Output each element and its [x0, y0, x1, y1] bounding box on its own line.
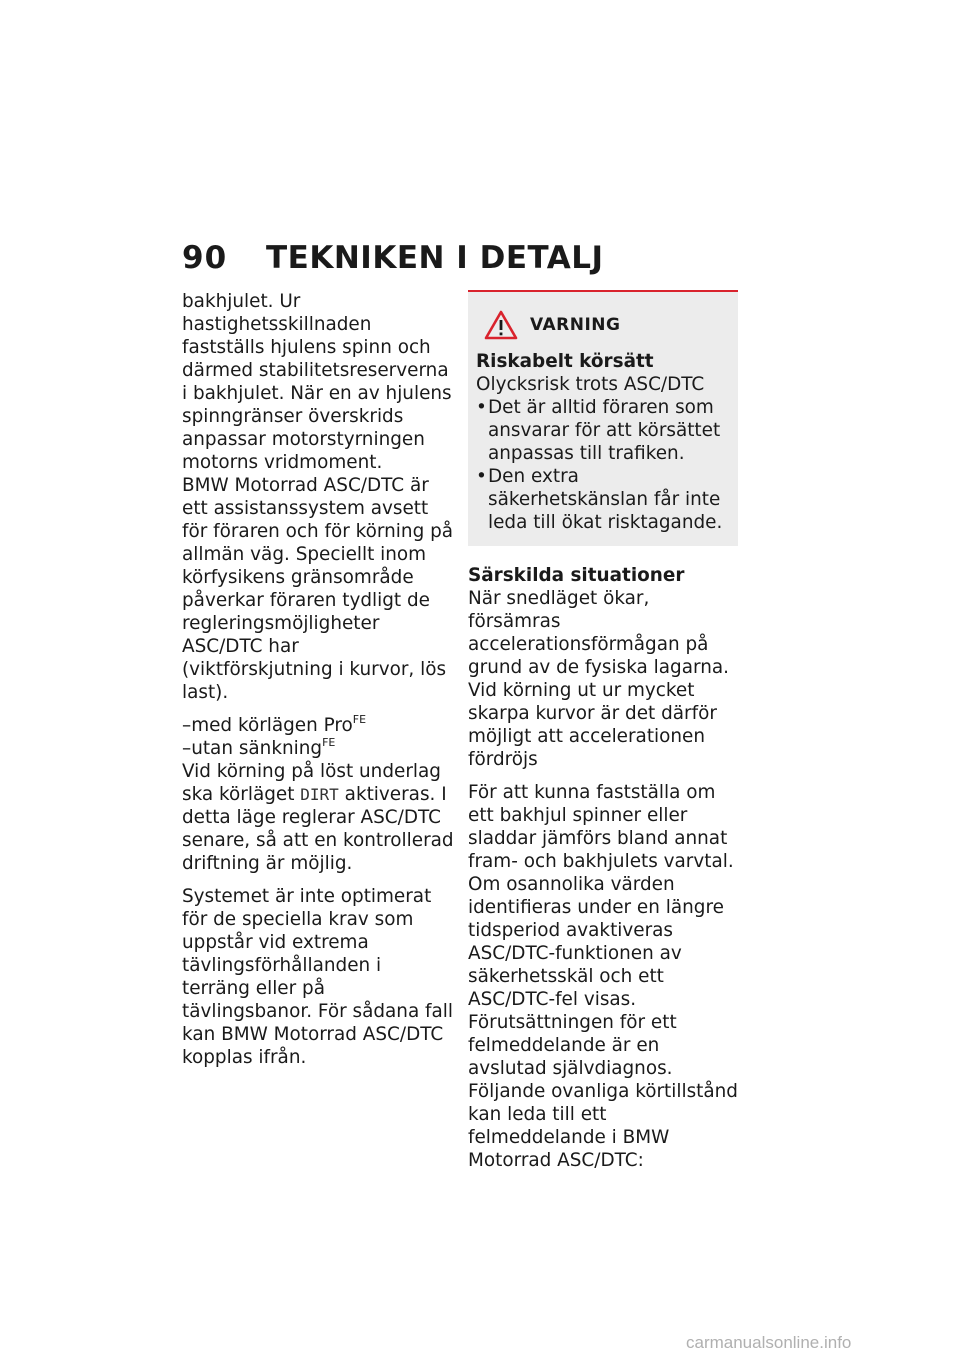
fe-marker: FE: [322, 736, 336, 749]
left-paragraph-1: bakhjulet. Ur hastighetsskillnaden fastställs hjulens spinn och därmed stabilitetsreserverna i bakhjulet. När en av hjulens spinngränser överskrids anpassar motorstyrningen motorns vridmoment.: [182, 291, 452, 473]
page-number: 90: [182, 240, 228, 276]
bullet-dot-icon: •: [476, 466, 487, 487]
left-paragraph-4: Systemet är inte optimerat för de speciella krav som uppstår vid extrema tävlingsförhållanden i terräng eller på tävlingsbanor. För sådana fall kan BMW Motorrad ASC/DTC kopplas ifrån.: [182, 886, 454, 1068]
condition-no-lowering: –utan sänkning: [182, 738, 323, 759]
warning-header: [484, 310, 728, 340]
fe-marker: FE: [352, 713, 367, 726]
dirt-mode-label: DIRT: [300, 785, 339, 804]
section-heading: Särskilda situationer: [468, 565, 685, 586]
condition-pro: –med körlägen Pro: [182, 715, 353, 736]
warning-box: [468, 290, 738, 546]
condition-list: [182, 714, 454, 760]
right-column: [468, 290, 738, 1172]
page-title: TEKNIKEN I DETALJ: [266, 240, 604, 276]
warning-label: VARNING: [530, 314, 621, 335]
warning-heading: Riskabelt körsätt: [476, 351, 654, 372]
right-paragraph-2: För att kunna fastställa om ett bakhjul spinner eller sladdar jämförs bland annat fram- och bakhjulets varvtal. Om osannolika värden identifieras under en längre tidsperiod avaktiveras ASC/DTC-funktionen av säkerhetsskäl och ett ASC/DTC-fel visas. Förutsättningen för ett felmeddelande är en avslutad självdiagnos.: [468, 782, 734, 1079]
left-paragraph-3: Vid körning på löst underlag ska körläget DIRT aktiveras. I detta läge reglerar ASC/DTC senare, så att en kontrollerad driftning är möjlig.: [182, 761, 454, 874]
right-paragraph-1: När snedläget ökar, försämras accelerationsförmågan på grund av de fysiska lagarna. Vid körning ut ur mycket skarpa kurvor är det därför möjligt att accelerationen fördröjs: [468, 588, 729, 770]
page-header: [182, 240, 604, 276]
warning-bullet: • Den extra säkerhetskänslan får inte leda till ökat risktagande.: [476, 466, 723, 533]
warning-subheading: Olycksrisk trots ASC/DTC: [476, 374, 705, 395]
watermark: carmanualsonline.info: [686, 1333, 852, 1352]
warning-bullet: • Det är alltid föraren som ansvarar för att körsättet anpassas till trafiken.: [476, 397, 721, 464]
bullet-dot-icon: •: [476, 397, 487, 418]
warning-triangle-icon: [484, 310, 518, 340]
left-column: [182, 290, 454, 1069]
right-paragraph-3: Följande ovanliga körtillstånd kan leda till ett felmeddelande i BMW Motorrad ASC/DTC:: [468, 1081, 738, 1171]
left-paragraph-2: BMW Motorrad ASC/DTC är ett assistanssystem avsett för föraren och för körning på allmän väg. Speciellt inom körfysikens gränsområde påverkar föraren tydligt de regleringsmöjligheter ASC/DTC har (viktförskjutning i kurvor, lös last).: [182, 475, 454, 703]
